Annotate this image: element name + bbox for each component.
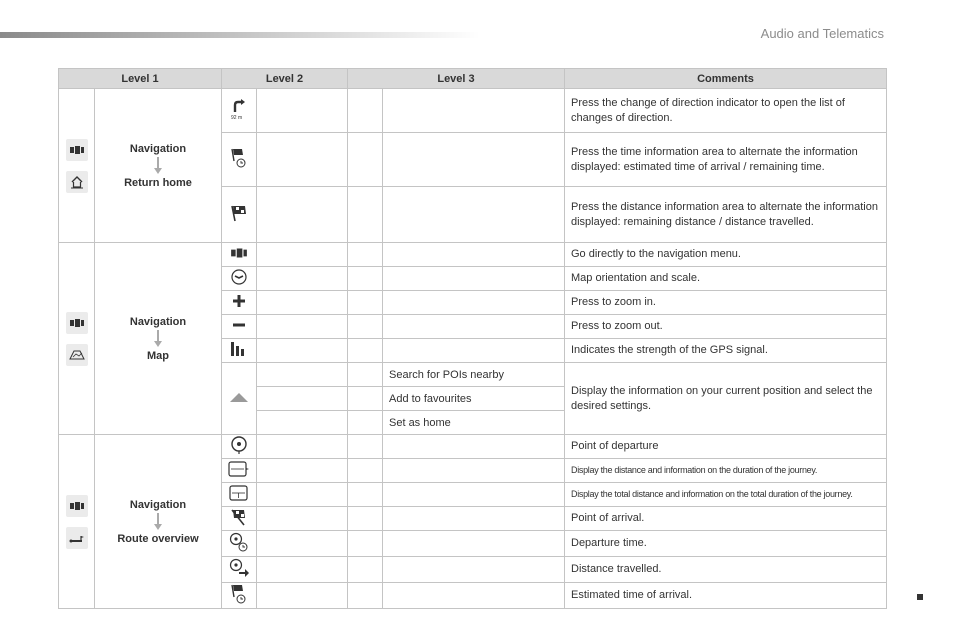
position-arrow-icon [222,363,257,435]
route-icon [66,527,88,549]
journey-distance-icon [222,459,257,483]
comment-cell: Estimated time of arrival. [565,583,887,609]
navigation-icon [66,312,88,334]
down-arrow-icon [153,157,163,175]
compass-icon [222,267,257,291]
header-level2: Level 2 [222,69,348,89]
direction-change-icon [222,89,257,133]
comment-cell: Display the total distance and information on the total duration of the journey. [565,483,887,507]
navigation-icon [66,495,88,517]
total-distance-icon [222,483,257,507]
home-icon [66,171,88,193]
level1-icons-cell [59,89,95,243]
page-corner-mark [917,594,923,600]
header-comments: Comments [565,69,887,89]
comment-cell: Departure time. [565,531,887,557]
level3-option[interactable]: Add to favourites [383,387,565,411]
level1-menu-cell [95,243,222,435]
distance-travelled-icon [222,557,257,583]
level1-label-top: Navigation [129,498,187,511]
level3-option[interactable]: Set as home [383,411,565,435]
header-level3: Level 3 [348,69,565,89]
level1-label-bottom: Map [147,349,169,362]
navigation-menu-icon [222,243,257,267]
comment-cell: Point of arrival. [565,507,887,531]
gps-signal-icon [222,339,257,363]
level1-icons-cell [59,243,95,435]
svg-text:92 m: 92 m [231,115,243,120]
arrival-point-icon [222,507,257,531]
map-icon [66,344,88,366]
level1-label-bottom: Route overview [117,532,199,545]
level1-menu-cell [95,89,222,243]
page-header-title: Audio and Telematics [760,26,884,41]
level1-label-top: Navigation [129,142,187,155]
level1-label-bottom: Return home [124,176,192,189]
zoom-in-icon [222,291,257,315]
table-row [59,435,887,459]
comment-cell: Press the time information area to alternate the information displayed: estimated time of arrival / remaining time. [565,133,887,187]
comment-cell: Map orientation and scale. [565,267,887,291]
level1-menu-cell [95,435,222,609]
down-arrow-icon [153,513,163,531]
comment-cell: Indicates the strength of the GPS signal. [565,339,887,363]
comment-cell: Press to zoom out. [565,315,887,339]
estimated-arrival-icon [222,583,257,609]
comment-cell: Press the distance information area to alternate the information displayed: remaining distance / distance travelled. [565,187,887,243]
navigation-icon [66,139,88,161]
level3-option[interactable]: Search for POIs nearby [383,363,565,387]
header-level1: Level 1 [59,69,222,89]
menu-table [58,68,887,609]
header-rule [0,32,480,38]
table-row [59,243,887,267]
level1-label-top: Navigation [129,315,187,328]
table-row [59,89,887,133]
comment-cell: Display the distance and information on the duration of the journey. [565,459,887,483]
comment-cell: Distance travelled. [565,557,887,583]
checkered-flag-icon [222,187,257,243]
arrival-time-icon [222,133,257,187]
comment-cell: Press to zoom in. [565,291,887,315]
comment-cell: Go directly to the navigation menu. [565,243,887,267]
comment-cell: Display the information on your current position and select the desired settings. [565,363,887,435]
departure-time-icon [222,531,257,557]
comment-cell: Point of departure [565,435,887,459]
comment-cell: Press the change of direction indicator to open the list of changes of direction. [565,89,887,133]
zoom-out-icon [222,315,257,339]
table-header-row [59,69,887,89]
down-arrow-icon [153,330,163,348]
departure-point-icon [222,435,257,459]
level1-icons-cell [59,435,95,609]
